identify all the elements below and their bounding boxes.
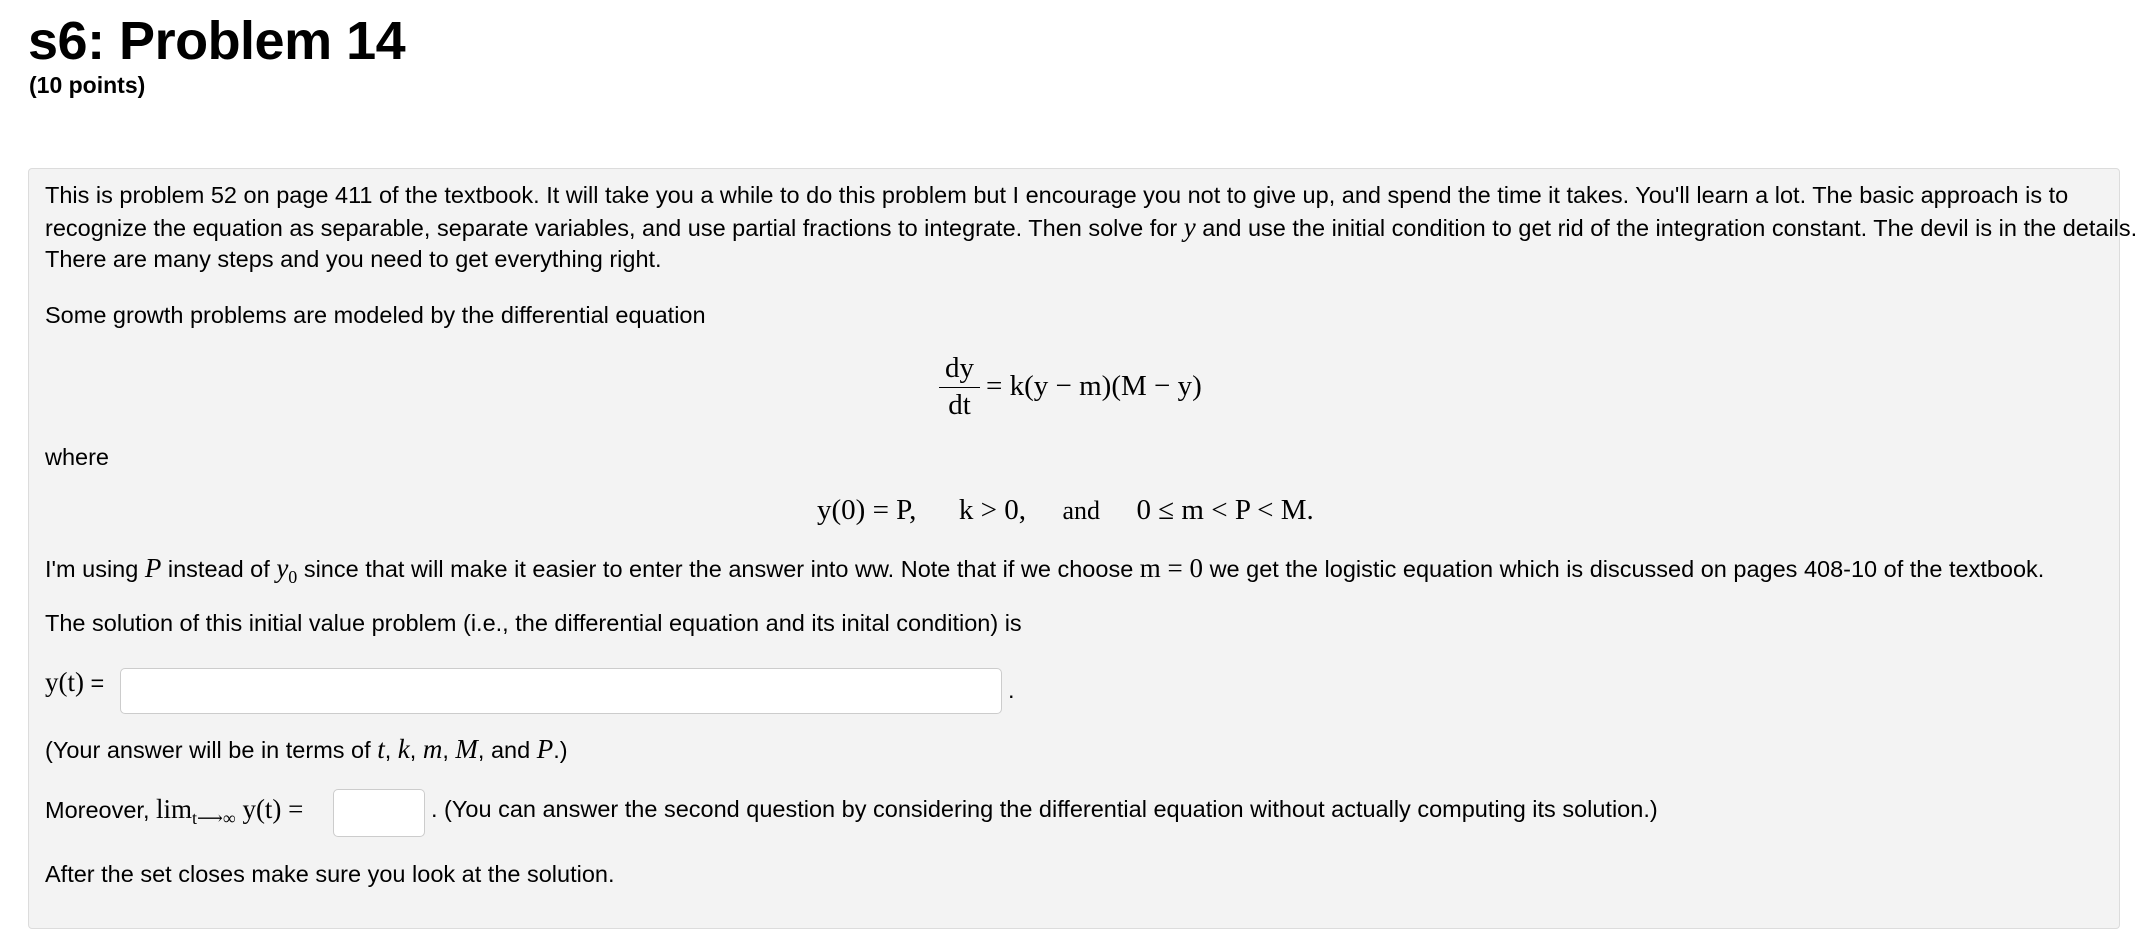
intro-line-2-start: recognize the equation as separable, separate variables, and use partial fractions to integrate. Then solve for: [45, 215, 1178, 241]
equals-sign: =: [90, 670, 105, 696]
note-text-a: I'm using: [45, 556, 139, 582]
where-text: where: [45, 444, 110, 470]
term-comma: ,: [477, 737, 485, 763]
intro-line-2-end: and use the initial condition to get rid of the integration constant. The devil is in the details.: [1202, 215, 2138, 241]
initial-conditions: [817, 494, 1314, 527]
equation-rhs: = k(y − m)(M − y): [986, 370, 1202, 402]
initial-condition: y(0) = P,: [817, 494, 917, 526]
intro-line-3: There are many steps and you need to get everything right.: [45, 246, 662, 272]
note-P: P: [144, 553, 162, 583]
solution-answer-input[interactable]: [120, 668, 1002, 714]
problem-body: [28, 168, 2138, 929]
k-condition: k > 0,: [958, 494, 1026, 526]
term-comma: ,: [409, 737, 417, 763]
answer-1-period: .: [1008, 677, 1015, 703]
page-title: s6: Problem 14: [28, 11, 406, 71]
derivative-fraction: [939, 353, 980, 420]
moreover-explanation: . (You can answer the second question by considering the differential equation without actually computing its solution.): [431, 796, 1658, 822]
points-label: (10 points): [29, 72, 146, 98]
note-line: [45, 552, 2044, 593]
note-m-zero: m = 0: [1139, 553, 1204, 583]
range-condition: 0 ≤ m < P < M.: [1136, 494, 1314, 526]
terms-hint: [45, 733, 568, 766]
terms-and: and: [490, 737, 531, 763]
note-text-b: instead of: [167, 556, 270, 582]
moreover-text: Moreover,: [45, 797, 150, 823]
fraction-denominator: dt: [948, 389, 971, 421]
closing-text: After the set closes make sure you look at the solution.: [45, 861, 615, 887]
terms-text: (Your answer will be in terms of: [45, 737, 371, 763]
term-comma: ,: [442, 737, 449, 763]
intro-line-2: [45, 211, 2137, 244]
y-variable: y: [1183, 212, 1196, 242]
term-m: m: [422, 734, 443, 764]
terms-close: .): [553, 737, 568, 763]
note-text-d: we get the logistic equation which is discussed on pages 408-10 of the textbook.: [1209, 556, 2045, 582]
fraction-numerator: dy: [939, 353, 980, 388]
term-P: P: [536, 734, 554, 764]
moreover-label: [45, 793, 303, 834]
limit-answer-input[interactable]: [333, 789, 425, 837]
term-M: M: [455, 734, 478, 764]
answer-1-label: [45, 666, 104, 699]
differential-equation: [939, 353, 1202, 420]
note-y0: $y_0$: [276, 553, 298, 587]
y-of-t-label: y(t): [45, 667, 84, 697]
solution-text: The solution of this initial value problem (i.e., the differential equation and its inital condition) is: [45, 610, 1022, 636]
intro-line-1: This is problem 52 on page 411 of the textbook. It will take you a while to do this problem but I encourage you not to give up, and spend the time it takes. You'll learn a lot. The basic approach is to: [45, 182, 2069, 208]
limit-expression: $\lim_{t⟶\infty} y(t)$ =: [156, 794, 304, 828]
note-text-c: since that will make it easier to enter the answer into ww. Note that if we choose: [303, 556, 1134, 582]
term-k: k: [397, 734, 410, 764]
term-t: t: [377, 734, 385, 764]
and-word: and: [1062, 496, 1100, 525]
growth-text: Some growth problems are modeled by the differential equation: [45, 302, 706, 328]
term-comma: ,: [384, 737, 392, 763]
